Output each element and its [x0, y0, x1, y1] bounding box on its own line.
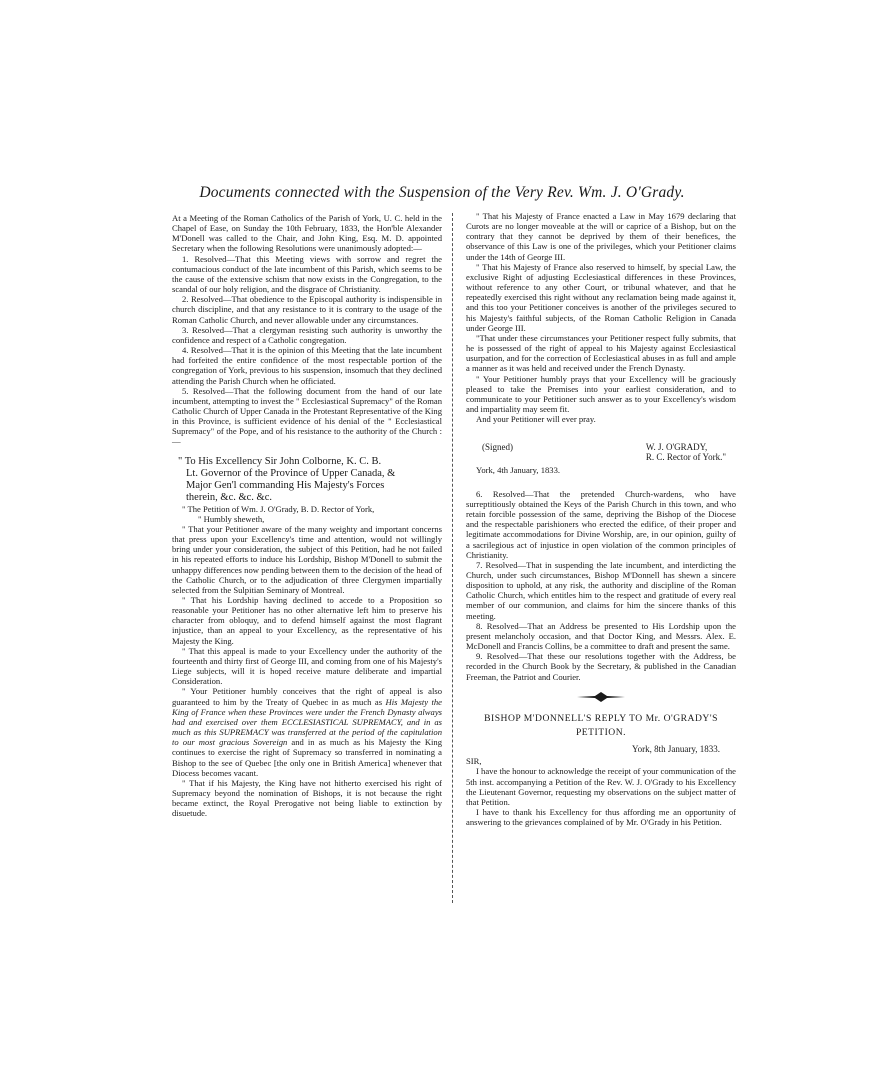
resolution-9: 9. Resolved—That these our resolutions together with the Address, be recorded in the Church Book by the Secretary, & published in the Canadian Freeman, the Patriot and Courier.: [466, 651, 736, 682]
signature-name-line-2: R. C. Rector of York.": [645, 452, 726, 463]
right-column: [466, 211, 736, 827]
signature-name-line-1: W. J. O'GRADY,: [645, 442, 708, 453]
reply-paragraph-1: I have the honour to acknowledge the receipt of your communication of the 5th inst. accompanying a Petition of the Rev. W. J. O'Grady to his Excellency the Lieutenant Governor, requesting my observations on the subject matter of that Petition.: [466, 766, 736, 807]
signature-date: York, 4th January, 1833.: [476, 464, 561, 475]
petition-paragraph-4a: " Your Petitioner humbly conceives that the right of appeal is also guaranteed to him by the Treaty of Quebec in as much as: [172, 686, 442, 707]
petition-paragraph-2: " That his Lordship having declined to accede to a Proposition so reasonable your Petitioner has no other alternative left him to preserve his character from obloquy, and to defend himself against the most flagrant injustice, than an appeal to your Excellency, as the representative of his Majesty the King.: [172, 595, 442, 646]
resolution-7: 7. Resolved—That in suspending the late incumbent, and interdicting the Church, under such circumstances, Bishop M'Donnell has shewn a sincere disposition to uphold, at any risk, the authority and discipline of the Roman Catholic Church, which entitles him to the respect and gratitude of every real member of our communion, and claims for him the sincere thanks of this meeting.: [466, 559, 736, 621]
resolution-6: 6. Resolved—That the pretended Church-wardens, who have surreptitiously obtained the Keys of the Parish Church in this town, and who retain forcible possession of the same, depriving the Bishop of the Diocese and the respectable parishioners who erected the edifice, of their proper and legitimate accommodations for Divine Worship, are, in our opinion, guilty of a sacrilegious act of injustice in open violation of the common principles of Christianity.: [466, 488, 736, 560]
petition-paragraph-4: [172, 686, 442, 777]
resolution-3: 3. Resolved—That a clergyman resisting such authority is unworthy the confidence and respect of a Catholic congregation.: [172, 324, 442, 345]
address-line-1: " To His Excellency Sir John Colborne, K. C. B.: [178, 455, 382, 467]
address-line-3: Major Gen'l commanding His Majesty's Forces: [186, 479, 385, 491]
petition-paragraph-9: " Your Petitioner humbly prays that your Excellency will be graciously pleased to take the Premises into your earliest consideration, and to communicate to your Petitioner such answer as to your Excellency's wisdom and impartiality may seem fit.: [466, 373, 736, 414]
left-column: [172, 213, 442, 818]
reply-paragraph-2: I have to thank his Excellency for thus affording me an opportunity of answering to the grievances complained of by Mr. O'Grady in his Petition.: [466, 806, 736, 828]
humbly-sheweth: " Humbly sheweth,: [198, 513, 265, 524]
page-title: Documents connected with the Suspension of the Very Rev. Wm. J. O'Grady.: [199, 184, 685, 201]
petition-paragraph-1: " That your Petitioner aware of the many weighty and important concerns that press upon your Excellency's time and attention, would not willingly bring under your consideration, the subject of this Petition, had he not failed in his repeated efforts to induce his Lordship, Bishop M'Donell to submit the unhappy differences now pending between them to the decision of the head of the Catholic Church, or to the adjudication of three Clergymen impartially selected from the Sulpitian Seminary of Montreal.: [172, 523, 442, 595]
resolution-4: 4. Resolved—That it is the opinion of this Meeting that the late incumbent had forfeited the entire confidence of the most respectable portion of the congregation of York, previous to his suspension, insomuch that they declined attending the Parish Church when he officiated.: [172, 345, 442, 386]
meeting-intro: At a Meeting of the Roman Catholics of the Parish of York, U. C. held in the Chapel of Ease, on Sunday the 10th February, 1833, the Hon'ble Alexander M'Donell was called to the Chair, and John King, Esq. M. D. appointed Secretary when the following Resolutions were unanimously adopted:—: [172, 213, 442, 254]
petition-paragraph-6: " That his Majesty of France enacted a Law in May 1679 declaring that Curots are no longer moveable at the will or caprice of a Bishop, but on the contrary that they cannot be deprived by them of their benefices, the observance of this Law is one of the privileges, which your Petitioner claims under the 14th of George III.: [466, 211, 736, 262]
reply-heading-2: PETITION.: [575, 726, 627, 738]
petition-closing: And your Petitioner will ever pray.: [476, 414, 596, 425]
reply-date: York, 8th January, 1833.: [631, 744, 720, 755]
petition-of: " The Petition of Wm. J. O'Grady, B. D. Rector of York,: [182, 503, 375, 514]
petition-paragraph-8: "That under these circumstances your Petitioner respect fully submits, that he is possessed of the right of appeal to his Majesty against Ecclesiastical usurpation, and for the correction of Ecclesiastical abuses in as full and ample a manner as it was held and received under the French Dynasty.: [466, 332, 736, 374]
signature-block: [466, 442, 736, 462]
reply-salutation: SIR,: [466, 756, 482, 767]
signed-label: (Signed): [482, 442, 513, 453]
resolution-5: 5. Resolved—That the following document from the hand of our late incumbent, attempting to invest the " Ecclesiastical Supremacy" of the Roman Catholic Church of Upper Canada in the Protestant Representative of the King in this Province, is sufficient evidence of his denial of the " Ecclesiastical Supremacy" of the Pope, and of his resistance to the authority of the Church :—: [172, 385, 442, 447]
reply-heading: BISHOP M'DONNELL'S REPLY TO Mr. O'GRADY'S: [484, 712, 718, 724]
ornament-divider: [466, 692, 736, 702]
petition-paragraph-7: " That his Majesty of France also reserved to himself, by special Law, the exclusive Right of adjusting Ecclesiastical differences in these Provinces, without reference to any other Court, or tribunal whatever, and that he repeatedly exercised this right without any reclamation being made against it, and this too your Petitioner conceives is another of the privileges secured to his Majesty's faithful subjects, of the Roman Catholic Religion in Canada under George III.: [466, 261, 736, 333]
petition-paragraph-5: " That if his Majesty, the King have not hitherto exercised his right of Supremacy beyond the nomination of Bishops, it is not because the right became extinct, the Royal Prerogative not being liable to extinction by disuetude.: [172, 777, 442, 819]
resolution-8: 8. Resolved—That an Address be presented to His Lordship upon the present melancholy occasion, and that Doctor King, and Messrs. Alex. E. McDonell and Francis Collins, be a committee to draft and present the same.: [466, 620, 736, 652]
petition-paragraph-4b: His Majesty the King of France when these Provinces were under the French Dynasty always had and exercised over them ECCLESIASTICAL SUPREMACY, and in as much as this SUPREMACY was transferred at the period of the capitulation to our most gracious Sovereign: [172, 696, 442, 748]
petition-paragraph-4c: and in as much as his Majesty the King continues to exercise the right of Supremacy so transferred in nominating a Bishop to the see of Quebec [the only one in British America] whenever that Diocess becomes vacant.: [172, 737, 443, 778]
column-divider: [452, 213, 454, 903]
address-line-2: Lt. Governor of the Province of Upper Canada, &: [186, 467, 396, 479]
petition-paragraph-3: " That this appeal is made to your Excellency under the authority of the fourteenth and thirty first of George III, and coming from one of his Majesty's Liege subjects, will it is hoped receive mature deliberate and impartial Consideration.: [172, 645, 442, 687]
address-line-4: therein, &c. &c. &c.: [186, 491, 273, 503]
resolution-1: 1. Resolved—That this Meeting views with sorrow and regret the contumacious conduct of the late incumbent of this Parish, which seems to be the cause of the extensive schism that now exists in the Congregation, to the scandal of our holy religion, and the disgrace of Christianity.: [172, 253, 442, 295]
signature-name: [646, 442, 736, 462]
resolution-2: 2. Resolved—That obedience to the Episcopal authority is indispensible in church discipline, and that any resistance to it is contrary to the usage of the Roman Catholic Church, and never allowable under any circumstances.: [172, 294, 442, 325]
ornament-icon: [577, 692, 625, 702]
